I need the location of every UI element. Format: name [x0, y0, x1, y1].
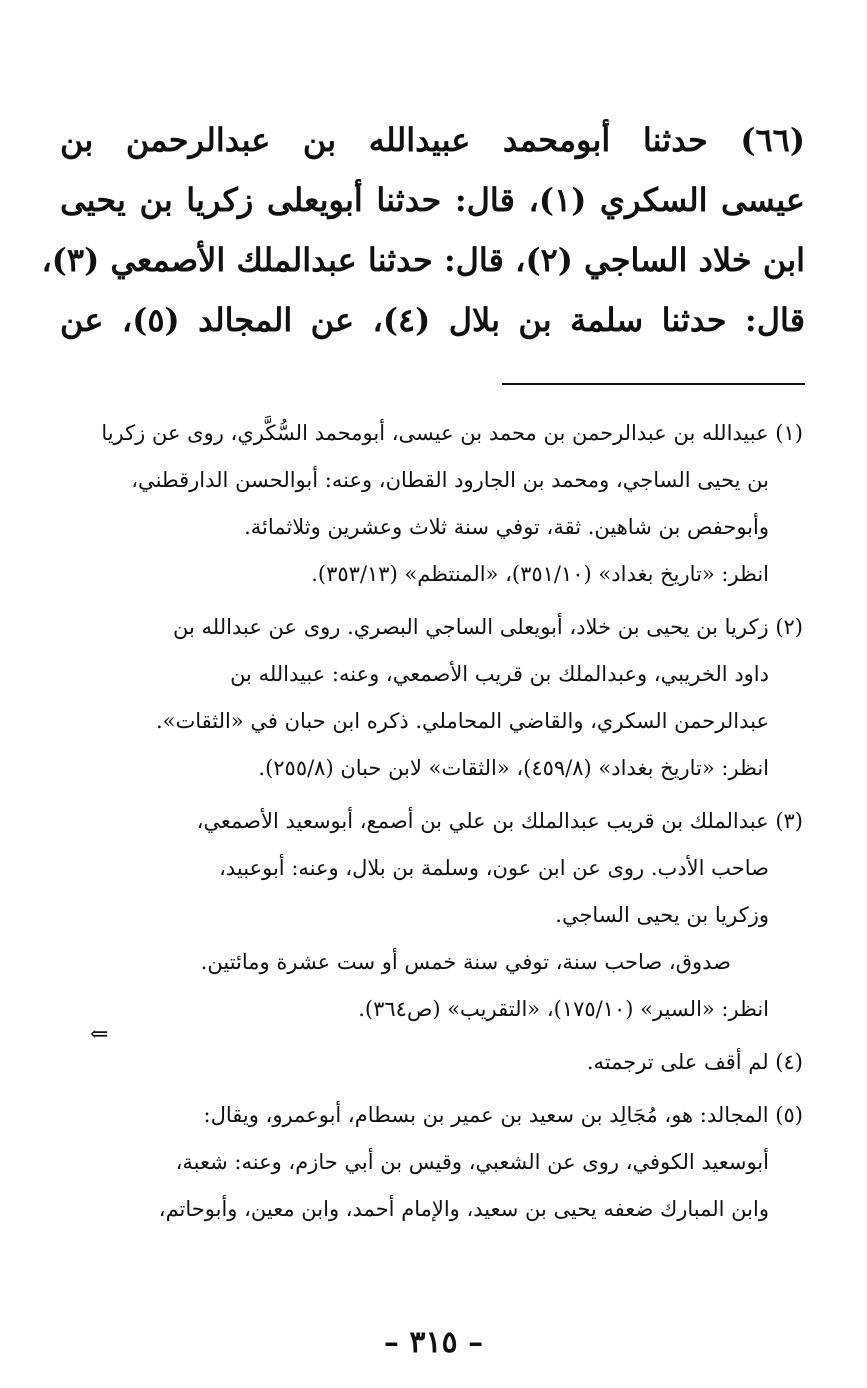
footnote-line: وابن المبارك ضعفه يحيى بن سعيد، والإمام أحمد، وابن معين، وأبوحاتم،	[158, 1197, 769, 1221]
footnote-line: صدوق، صاحب سنة، توفي سنة خمس أو ست عشرة ومائتين.	[200, 950, 731, 974]
page-number: – ٣١٥ –	[383, 1325, 484, 1360]
footnote-line: انظر: «تاريخ بغداد» (٤٥٩/٨)، «الثقات» لابن حبان (٢٥٥/٨).	[258, 756, 769, 780]
footnote-5	[58, 1092, 803, 1233]
footnote-line: (٤) لم أقف على ترجمته.	[586, 1050, 803, 1074]
footnote-line: (١) عبيدالله بن عبدالرحمن بن محمد بن عيسى، أبومحمد السُّكَّري، روى عن زكريا	[101, 421, 803, 445]
main-line: قال: حدثنا سلمة بن بلال (٤)، عن المجالد (٥)، عن	[60, 301, 806, 339]
footnote-line: انظر: «تاريخ بغداد» (٣٥١/١٠)، «المنتظم» (٣٥٣/١٣).	[311, 562, 769, 586]
footnote-line: أبوسعيد الكوفي، روى عن الشعبي، وقيس بن أبي حازم، وعنه: شعبة،	[175, 1150, 769, 1174]
main-line: ابن خلاد الساجي (٢)، قال: حدثنا عبدالملك الأصمعي (٣)،	[41, 241, 805, 279]
footnote-line: وأبوحفص بن شاهين. ثقة، توفي سنة ثلاث وعشرين وثلاثمائة.	[244, 515, 769, 539]
footnote-1	[58, 410, 803, 598]
footnote-line: داود الخريبي، وعبدالملك بن قريب الأصمعي، وعنه: عبيدالله بن	[230, 662, 769, 686]
footnote-2	[58, 604, 803, 792]
footnote-4	[58, 1039, 803, 1086]
footnote-line: صاحب الأدب. روى عن ابن عون، وسلمة بن بلال، وعنه: أبوعبيد،	[219, 856, 769, 880]
main-line: (٦٦) حدثنا أبومحمد عبيدالله بن عبدالرحمن بن	[60, 121, 805, 159]
footnote-line: انظر: «السير» (١٧٥/١٠)، «التقريب» (ص٣٦٤).	[358, 997, 769, 1021]
footnote-line: بن يحيى الساجي، ومحمد بن الجارود القطان، وعنه: أبوالحسن الدارقطني،	[131, 468, 769, 492]
footnotes	[58, 410, 803, 1239]
footnote-line: (٥) المجالد: هو، مُجَالِد بن سعيد بن عمير بن بسطام، أبوعمرو، ويقال:	[203, 1103, 803, 1127]
footnote-3	[58, 798, 803, 1033]
main-text	[41, 110, 806, 350]
continuation-arrow-icon: ⇐	[90, 1022, 109, 1047]
footnote-separator	[502, 383, 805, 385]
footnote-line: (٣) عبدالملك بن قريب عبدالملك بن علي بن أصمع، أبوسعيد الأصمعي،	[196, 809, 803, 833]
footnote-line: عبدالرحمن السكري، والقاضي المحاملي. ذكره ابن حبان في «الثقات».	[155, 709, 769, 733]
footnote-line: وزكريا بن يحيى الساجي.	[555, 903, 769, 927]
main-line: عيسى السكري (١)، قال: حدثنا أبويعلى زكريا بن يحيى	[60, 181, 806, 219]
footnote-line: (٢) زكريا بن يحيى بن خلاد، أبويعلى الساجي البصري. روى عن عبدالله بن	[173, 615, 803, 639]
